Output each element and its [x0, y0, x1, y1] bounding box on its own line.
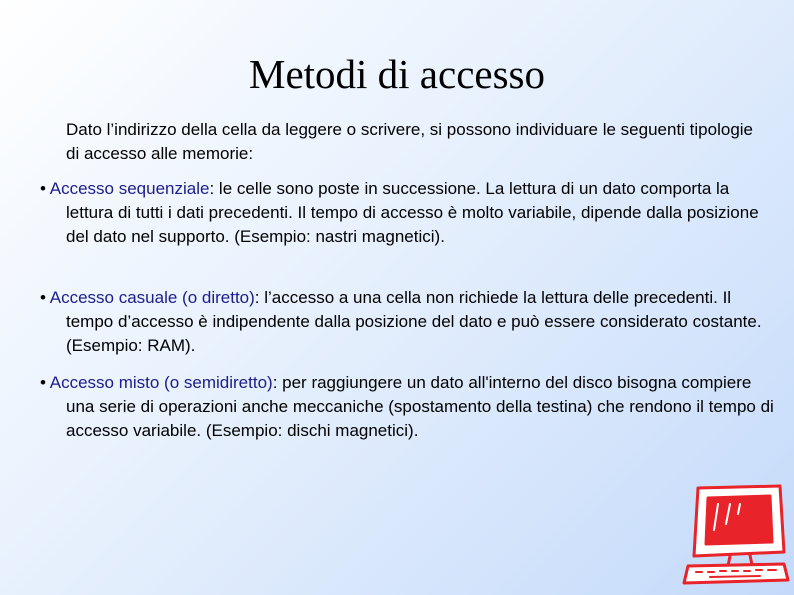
- bullet-mixed-access: [40, 371, 776, 443]
- slide-title: Metodi di accesso: [248, 51, 546, 97]
- bullet-text-mixed: : per raggiungere un dato all'interno del disco bisogna compiere una serie di operazioni anche meccaniche (spostamento della testina) che rendono il tempo di accesso variabile. (Esempio: dischi magnetici).: [66, 373, 774, 440]
- bullet-term-random: Accesso casuale (o diretto): [49, 288, 255, 307]
- computer-clipart-icon: [680, 480, 792, 590]
- bullet-text-sequential: : le celle sono poste in successione. La lettura di un dato comporta la lettura di tutti i dati precedenti. Il tempo di accesso è molto variabile, dipende dalla posizione del dato nel supporto. (Esempio: nastri magnetici).: [66, 179, 759, 246]
- bullet-term-mixed: Accesso misto (o semidiretto): [49, 373, 273, 392]
- bullet-marker: •: [40, 288, 46, 307]
- bullet-text-random: : l’accesso a una cella non richiede la lettura delle precedenti. Il tempo d’accesso è indipendente dalla posizione del dato e può essere considerato costante. (Esempio: RAM).: [66, 288, 762, 355]
- intro-paragraph: Dato l’indirizzo della cella da leggere o scrivere, si possono individuare le seguenti tipologie di accesso alle memorie:: [66, 120, 754, 163]
- bullet-marker: •: [40, 179, 46, 198]
- bullet-random-access: [40, 286, 776, 358]
- bullet-term-sequential: Accesso sequenziale: [49, 179, 210, 198]
- bullet-sequential-access: [40, 177, 776, 249]
- bullet-marker: •: [40, 373, 46, 392]
